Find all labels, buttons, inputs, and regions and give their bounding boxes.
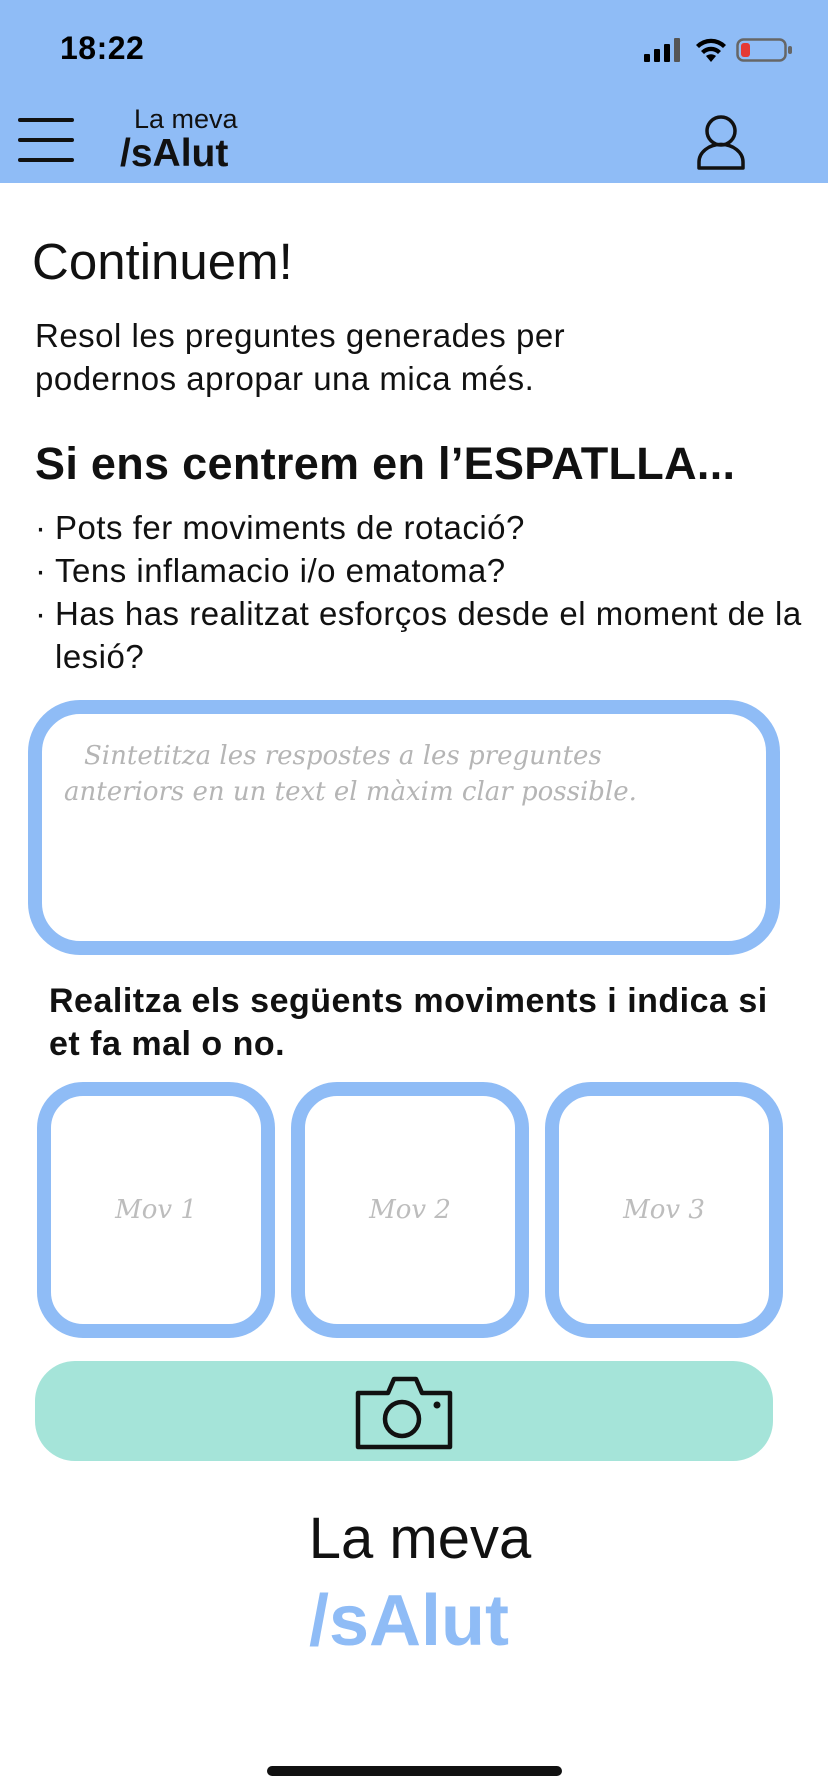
question-list xyxy=(35,506,805,678)
moves-heading: Realitza els següents moviments i indica si et fa mal o no. xyxy=(49,982,768,1063)
user-profile-icon[interactable] xyxy=(696,114,746,170)
question-item: · Pots fer moviments de rotació? xyxy=(35,506,805,549)
move-card-3[interactable]: Mov 3 xyxy=(545,1082,783,1338)
intro-line: Resol les preguntes generades per xyxy=(35,317,566,354)
intro-text xyxy=(35,314,775,400)
section-heading: Si ens centrem en l’ESPATLLA... xyxy=(35,438,736,489)
page-title: Continuem! xyxy=(32,233,293,290)
footer-logo-bottom: /sAlut xyxy=(308,1581,509,1661)
header-logo-top: La meva xyxy=(134,104,238,134)
home-indicator[interactable] xyxy=(267,1766,562,1776)
answer-textarea[interactable]: Sintetitza les respostes a les preguntes anteriors en un text el màxim clar possible. xyxy=(28,700,780,955)
status-icons xyxy=(644,34,794,68)
camera-icon xyxy=(354,1371,454,1451)
footer-logo-top: La meva xyxy=(308,1506,532,1571)
question-item: · Has has realitzat esforços desde el moment de la lesió? xyxy=(35,592,805,678)
move-card-2[interactable]: Mov 2 xyxy=(291,1082,529,1338)
cellular-signal-icon xyxy=(644,38,684,62)
wifi-icon xyxy=(694,34,728,64)
move-card-1[interactable]: Mov 1 xyxy=(37,1082,275,1338)
status-time: 18:22 xyxy=(60,30,145,66)
header-logo-bottom: /sAlut xyxy=(120,132,229,175)
question-item: · Tens inflamacio i/o ematoma? xyxy=(35,549,805,592)
intro-line: podernos apropar una mica més. xyxy=(35,360,535,397)
camera-button[interactable] xyxy=(35,1361,773,1461)
hamburger-menu-icon[interactable] xyxy=(18,118,74,162)
header-bar xyxy=(0,0,828,183)
battery-low-icon xyxy=(736,36,794,64)
